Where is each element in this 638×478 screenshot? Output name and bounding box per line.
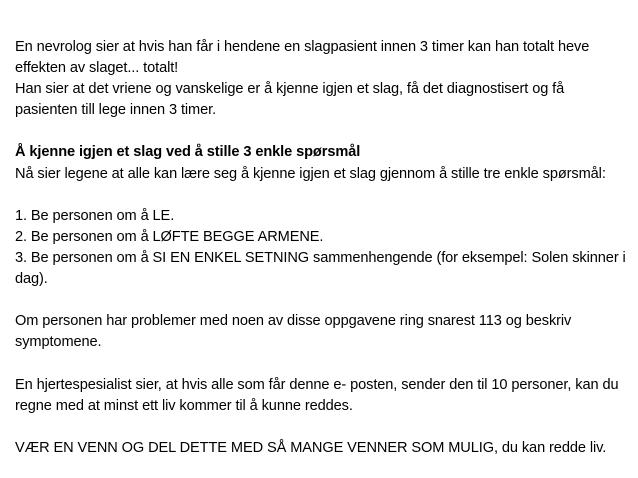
spacer: [15, 290, 627, 311]
spacer: [15, 121, 627, 142]
list-item-raise-arms: 2. Be personen om å LØFTE BEGGE ARMENE.: [15, 228, 324, 245]
spacer: [15, 417, 627, 438]
call-emergency-paragraph: Om personen har problemer med noen av disse oppgavene ring snarest 113 og beskriv symptomene.: [15, 313, 572, 351]
difficulty-paragraph: Han sier at det vriene og vanskelige er å kjenne igjen et slag, få det diagnostisert og få pasienten till lege innen 3 timer.: [15, 81, 565, 119]
questions-intro-paragraph: Nå sier legene at alle kan lære seg å kjenne igjen et slag gjennom å stille tre enkle spørsmål:: [15, 165, 606, 182]
intro-paragraph: En nevrolog sier at hvis han får i hendene en slagpasient innen 3 timer kan han totalt heve effekten av slaget... totalt!: [15, 39, 590, 77]
spacer: [15, 353, 627, 374]
share-call-to-action: VÆR EN VENN OG DEL DETTE MED SÅ MANGE VENNER SOM MULIG, du kan redde liv.: [15, 439, 607, 456]
list-item-smile: 1. Be personen om å LE.: [15, 207, 175, 224]
section-heading: Å kjenne igjen et slag ved å stille 3 enkle spørsmål: [15, 144, 361, 161]
spacer: [15, 185, 627, 206]
slide-text-body: [15, 37, 627, 459]
list-item-sentence: 3. Be personen om å SI EN ENKEL SETNING sammenhengende (for eksempel: Solen skinner i dag).: [15, 249, 626, 288]
cardiologist-paragraph: En hjertespesialist sier, at hvis alle som får denne e- posten, sender den til 10 personer, kan du regne med at minst ett liv kommer til å kunne reddes.: [15, 376, 619, 414]
